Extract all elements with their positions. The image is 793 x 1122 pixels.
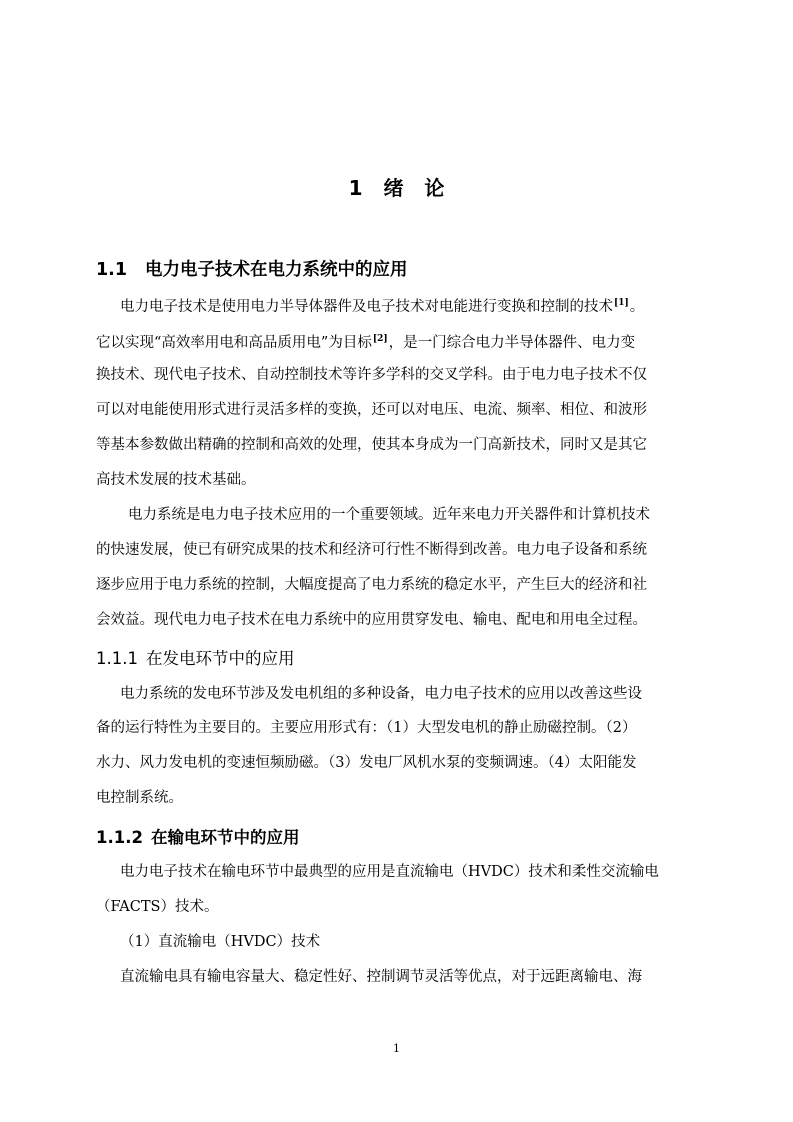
paragraph-line [96,329,635,353]
paragraph-line: 电力电子技术在输电环节中最典型的应用是直流输电（HVDC）技术和柔性交流输电 [120,864,659,880]
paragraph-line: 高技术发展的技术基础。 [96,472,256,488]
paragraph-line: 的快速发展，使已有研究成果的技术和经济可行性不断得到改善。电力电子设备和系统 [96,542,647,558]
subsection-heading-1-1-2 [96,824,299,848]
subsection-title: 在输电环节中的应用 [150,828,300,847]
paragraph-line: 会效益。现代电力电子技术在电力系统中的应用贯穿发电、输电、配电和用电全过程。 [96,612,647,628]
paragraph-line: 直流输电具有输电容量大、稳定性好、控制调节灵活等优点，对于远距离输电、海 [120,969,642,985]
section-heading-1-1 [96,256,408,281]
text-run: 它以实现“高效率用电和高品质用电”为目标 [96,335,372,351]
subsection-heading-1-1-1 [96,645,294,669]
paragraph-line: （FACTS）技术。 [96,899,219,915]
paragraph-line: 电控制系统。 [96,790,183,806]
paragraph-line: 电力系统的发电环节涉及发电机组的多种设备，电力电子技术的应用以改善这些设 [120,686,642,702]
subsection-title: 在发电环节中的应用 [145,649,295,668]
paragraph-line [120,293,644,317]
paragraph-line: 电力系统是电力电子技术应用的一个重要领域。近年来电力开关器件和计算机技术 [128,507,650,523]
list-marker: （1） [120,934,159,950]
paragraph-line: 逐步应用于电力系统的控制，大幅度提高了电力系统的稳定水平，产生巨大的经济和社 [96,577,647,593]
paragraph-line: 换技术、现代电子技术、自动控制技术等许多学科的交叉学科。由于电力电子技术不仅 [96,367,647,383]
chapter-title: 绪 论 [383,176,445,200]
list-item-text: 直流输电（HVDC）技术 [158,934,321,950]
section-title: 电力电子技术在电力系统中的应用 [145,260,408,280]
paragraph-line: 可以对电能使用形式进行灵活多样的变换，还可以对电压、电流、频率、相位、和波形 [96,402,647,418]
citation-ref: [2] [372,334,388,344]
page-number: 1 [393,1042,400,1055]
paragraph-line: 等基本参数做出精确的控制和高效的处理，使其本身成为一门高新技术，同时又是其它 [96,437,647,453]
list-item [120,932,320,952]
paragraph-line: 备的运行特性为主要目的。主要应用形式有：（1）大型发电机的静止励磁控制。（2） [96,720,637,736]
chapter-number: 1 [348,176,363,200]
text-run: 。 [629,299,645,315]
chapter-heading [0,172,793,201]
subsection-number: 1.1.1 [96,649,138,668]
citation-ref: [1] [614,298,629,308]
subsection-number: 1.1.2 [96,828,143,847]
section-number: 1.1 [96,260,128,280]
paragraph-line: 水力、风力发电机的变速恒频励磁。（3）发电厂风机水泵的变频调速。（4）太阳能发 [96,755,637,771]
text-run: 电力电子技术是使用电力半导体器件及电子技术对电能进行变换和控制的技术 [120,299,613,315]
text-run: ，是一门综合电力半导体器件、电力变 [388,335,636,351]
